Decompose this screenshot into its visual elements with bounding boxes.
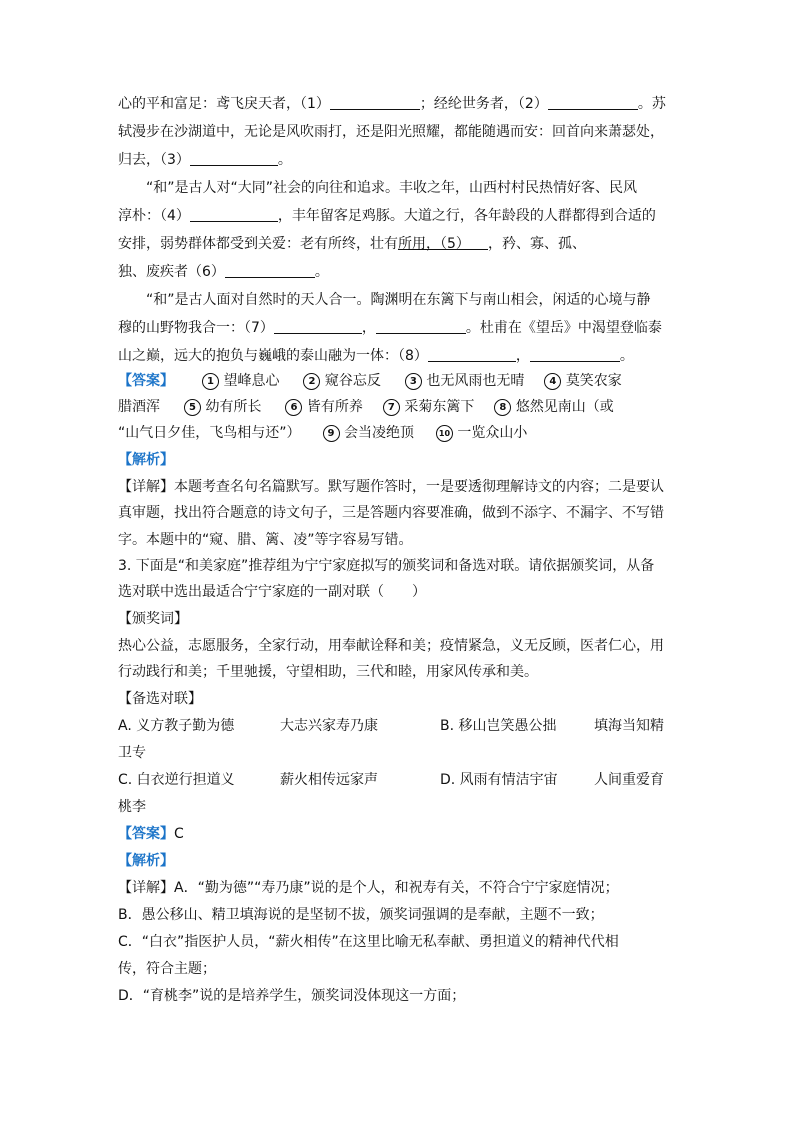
text-line: B．愚公移山、精卫填海说的是坚韧不拔，颁奖词强调的是奉献，主题不一致；	[118, 907, 604, 923]
answer-blank[interactable]	[530, 347, 620, 362]
text-line: 轼漫步在沙湖道中，无论是风吹雨打，还是阳光照耀，都能随遇而安：回首向来萧瑟处，	[118, 124, 664, 140]
answer-blank[interactable]	[376, 319, 466, 334]
option-line: C. 白衣逆行担道义 薪火相传远家声 D. 风雨有情洁宇宙 人间重爱育	[118, 772, 664, 788]
answer-value: C	[174, 826, 184, 842]
text-line: 淳朴：（4） ，丰年留客足鸡豚。大道之行，各年龄段的人群都得到合适的	[118, 208, 656, 224]
text-line: “和”是古人面对自然时的天人合一。陶渊明在东篱下与南山相会，闲适的心境与静	[146, 292, 651, 308]
answer-line: 腊酒浑 5 幼有所长 6 皆有所养 7 采菊东篱下 8 悠然见南山（或	[118, 399, 614, 415]
text-line: 字。本题中的“窥、腊、篱、凌”等字容易写错。	[118, 532, 413, 548]
answer-blank[interactable]	[274, 319, 362, 334]
option-line: 桃李	[118, 799, 146, 815]
text-line: 归去，（3） 。	[118, 152, 292, 168]
text-line: D．“育桃李”说的是培养学生，颁奖词没体现这一方面；	[118, 988, 466, 1004]
text-line: 穆的山野物我合一：（7） ， 。杜甫在《望岳》中渴望登临泰	[118, 320, 662, 336]
circled-number: 8	[494, 399, 511, 416]
text-line: C．“白衣”指医护人员，“薪火相传”在这里比喻无私奉献、勇担道义的精神代代相	[118, 934, 619, 950]
answer-blank[interactable]	[548, 95, 638, 110]
answer-blank[interactable]	[190, 151, 278, 166]
answer-line: 【答案】 1 望峰息心 2 窥谷忘反 3 也无风雨也无晴 4 莫笑农家	[118, 373, 622, 389]
circled-number: 4	[544, 373, 561, 390]
text-line: 真审题，找出符合题意的诗文句子，三是答题内容要准确，做到不添字、不漏字、不写错	[118, 505, 664, 521]
answer-blank[interactable]	[190, 207, 278, 222]
text-line: ，矜、寡、孤、	[398, 234, 794, 256]
answer-blank[interactable]	[398, 235, 488, 250]
question-line: 3. 下面是“和美家庭”推荐组为宁宁家庭拟写的颁奖词和备选对联。请依据颁奖词，从备	[118, 558, 655, 574]
option-d[interactable]: D. 风雨有情洁宇宙	[440, 772, 558, 788]
circled-number: 7	[383, 399, 400, 416]
text-line: 心的平和富足：鸢飞戾天者，（1） ；经纶世务者，（2） 。苏	[118, 96, 666, 112]
question-line: 选对联中选出最适合宁宁家庭的一副对联（ ）	[118, 584, 426, 600]
text-line: 独、废疾者（6） 。	[118, 264, 329, 280]
analysis-tag: 【解析】	[118, 853, 174, 869]
text-line: 安排，弱势群体都受到关爱：老有所终，壮有所用，（5）	[118, 236, 470, 252]
text-line: 【详解】本题考查名句名篇默写。默写题作答时，一是要透彻理解诗文的内容；二是要认	[118, 479, 664, 495]
option-a[interactable]: A. 义方教子勤为德	[118, 718, 235, 734]
option-c[interactable]: C. 白衣逆行担道义	[118, 772, 235, 788]
text-line: 热心公益，志愿服务，全家行动，用奉献诠释和美；疫情紧急，义无反顾，医者仁心，用	[118, 638, 664, 654]
text-line: “和”是古人对“大同”社会的向往和追求。丰收之年，山西村村民热情好客、民风	[146, 180, 638, 196]
option-line: 卫专	[118, 745, 146, 761]
answer-blank[interactable]	[225, 263, 315, 278]
circled-number: 9	[323, 425, 340, 442]
answer-blank[interactable]	[330, 95, 420, 110]
circled-number: 2	[303, 373, 320, 390]
text-line: 行动践行和美；千里驰援，守望相助，三代和睦，用家风传承和美。	[118, 664, 538, 680]
circled-number: 5	[184, 399, 201, 416]
circled-number: 6	[285, 399, 302, 416]
section-label: 【备选对联】	[118, 691, 202, 707]
analysis-tag: 【解析】	[118, 452, 174, 468]
answer-line: “山气日夕佳，飞鸟相与还”） 9 会当凌绝顶 10 一览众山小	[118, 425, 528, 441]
section-label: 【颁奖词】	[118, 611, 188, 627]
option-b[interactable]: B. 移山岂笑愚公拙	[440, 718, 557, 734]
text-line: 山之巅，远大的抱负与巍峨的泰山融为一体：（8） ， 。	[118, 348, 634, 364]
text-line: 【详解】A．“勤为德”“寿乃康”说的是个人，和祝寿有关，不符合宁宁家庭情况；	[118, 880, 619, 896]
circled-number: 3	[405, 373, 422, 390]
answer-tag: 【答案】	[118, 826, 174, 842]
answer-line	[118, 824, 678, 846]
circled-number: 1	[202, 373, 219, 390]
option-line: A. 义方教子勤为德 大志兴家寿乃康 B. 移山岂笑愚公拙 填海当知精	[118, 718, 664, 734]
answer-blank[interactable]	[428, 347, 516, 362]
answer-tag: 【答案】	[118, 373, 174, 389]
text-line: 传，符合主题；	[118, 961, 216, 977]
circled-number: 10	[436, 425, 453, 442]
